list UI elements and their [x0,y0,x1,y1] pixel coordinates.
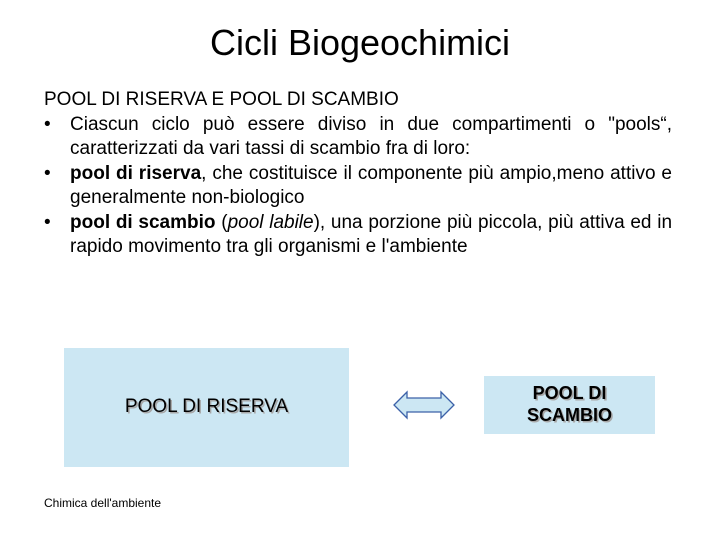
bullet-item [44,113,672,162]
bullet-text: ), una porzione più piccola, più attiva ed in rapido movimento tra gli organismi e l'ambiente [70,211,673,257]
footer-text: Chimica dell'ambiente [44,496,162,510]
arrow-shape [394,392,454,418]
bullet-marker: • [44,211,51,233]
bullet-marker: • [44,162,51,184]
bullet-term: pool di riserva [70,162,202,184]
pool-scambio-line1: POOL DI [532,383,607,403]
section-heading: POOL DI RISERVA E POOL DI SCAMBIO [44,89,399,110]
pool-riserva-label: POOL DI RISERVA [124,396,289,417]
pool-scambio-label [484,382,655,426]
bullet-text-pre: ( [215,211,228,233]
slide-content [44,88,672,260]
pool-scambio-line2: SCAMBIO [527,405,612,425]
bullet-italic-term: pool labile [227,211,314,233]
bullet-text: , che costituisce il componente più ampio,meno attivo e generalmente non-biologico [70,162,672,208]
bullet-item [44,162,672,211]
pool-scambio-box [484,376,655,434]
bullet-list [44,113,672,260]
double-headed-arrow-icon [393,390,455,420]
slide-title: Cicli Biogeochimici [209,22,511,63]
bullet-marker: • [44,113,51,135]
pool-riserva-box [64,348,349,467]
bullet-text: Ciascun ciclo può essere diviso in due compartimenti o "pools“, caratterizzati da vari tassi di scambio fra di loro: [70,113,672,159]
bullet-item [44,211,672,260]
bullet-term: pool di scambio [70,211,216,233]
